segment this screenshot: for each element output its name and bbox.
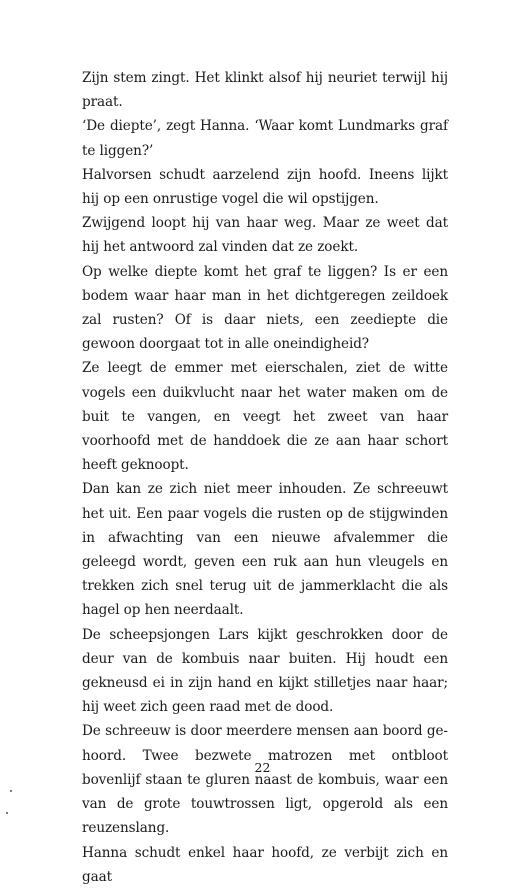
paragraph-7: Dan kan ze zich niet meer inhouden. Ze schreeuwt het uit. Een paar vogels die rusten op de stijgwinden in afwachting van een nieuwe afvalemmer die geleegd wordt, geven een ruk aan hun vleugels en trekken zich snel terug uit de jammerklacht die als hagel op hen neerdaalt. xyxy=(82,481,448,619)
paragraph-8: De scheepsjongen Lars kijkt geschrokken door de deur van de kombuis naar buiten. Hij houdt een gekneusd ei in zijn hand en kijkt stilletjes naar haar; hij weet zich geen raad met de dood. xyxy=(82,626,448,716)
paragraph-3: Halvorsen schudt aarzelend zijn hoofd. Ineens lijkt hij op een onrustige vogel die wil opstijgen. xyxy=(82,166,448,208)
scan-speck xyxy=(6,812,8,814)
scan-speck xyxy=(10,790,12,792)
paragraph-10: Hanna schudt enkel haar hoofd, ze verbijt zich en gaat xyxy=(82,844,448,885)
paragraph-2: ‘De diepte’, zegt Hanna. ‘Waar komt Lundmarks graf te liggen?’ xyxy=(82,118,448,159)
paragraph-9: De schreeuw is door meerdere mensen aan boord gehoord. Twee bezwete matrozen met ontbloot bovenlijf staan te gluren naast de kombuis, waar een van de grote touwtrossen ligt, opgerold als een reuzenslang. xyxy=(82,723,448,837)
paragraph-5: Op welke diepte komt het graf te liggen? Is er een bodem waar haar man in het dichtgeregen zeildoek zal rusten? Of is daar niets, een zeediepte die gewoon doorgaat tot in alle oneindigheid? xyxy=(82,263,448,353)
page-number: 22 xyxy=(254,760,271,775)
paragraph-1: Zijn stem zingt. Het klinkt alsof hij neuriet terwijl hij praat. xyxy=(82,70,448,111)
paragraph-4: Zwijgend loopt hij van haar weg. Maar ze weet dat hij het antwoord zal vinden dat ze zoekt. xyxy=(82,215,448,256)
paragraph-6: Ze leegt de emmer met eierschalen, ziet de witte vogels een duikvlucht naar het water maken om de buit te vangen, en veegt het zweet van haar voorhoofd met de handdoek die ze aan haar schort heeft geknoopt. xyxy=(82,360,448,474)
